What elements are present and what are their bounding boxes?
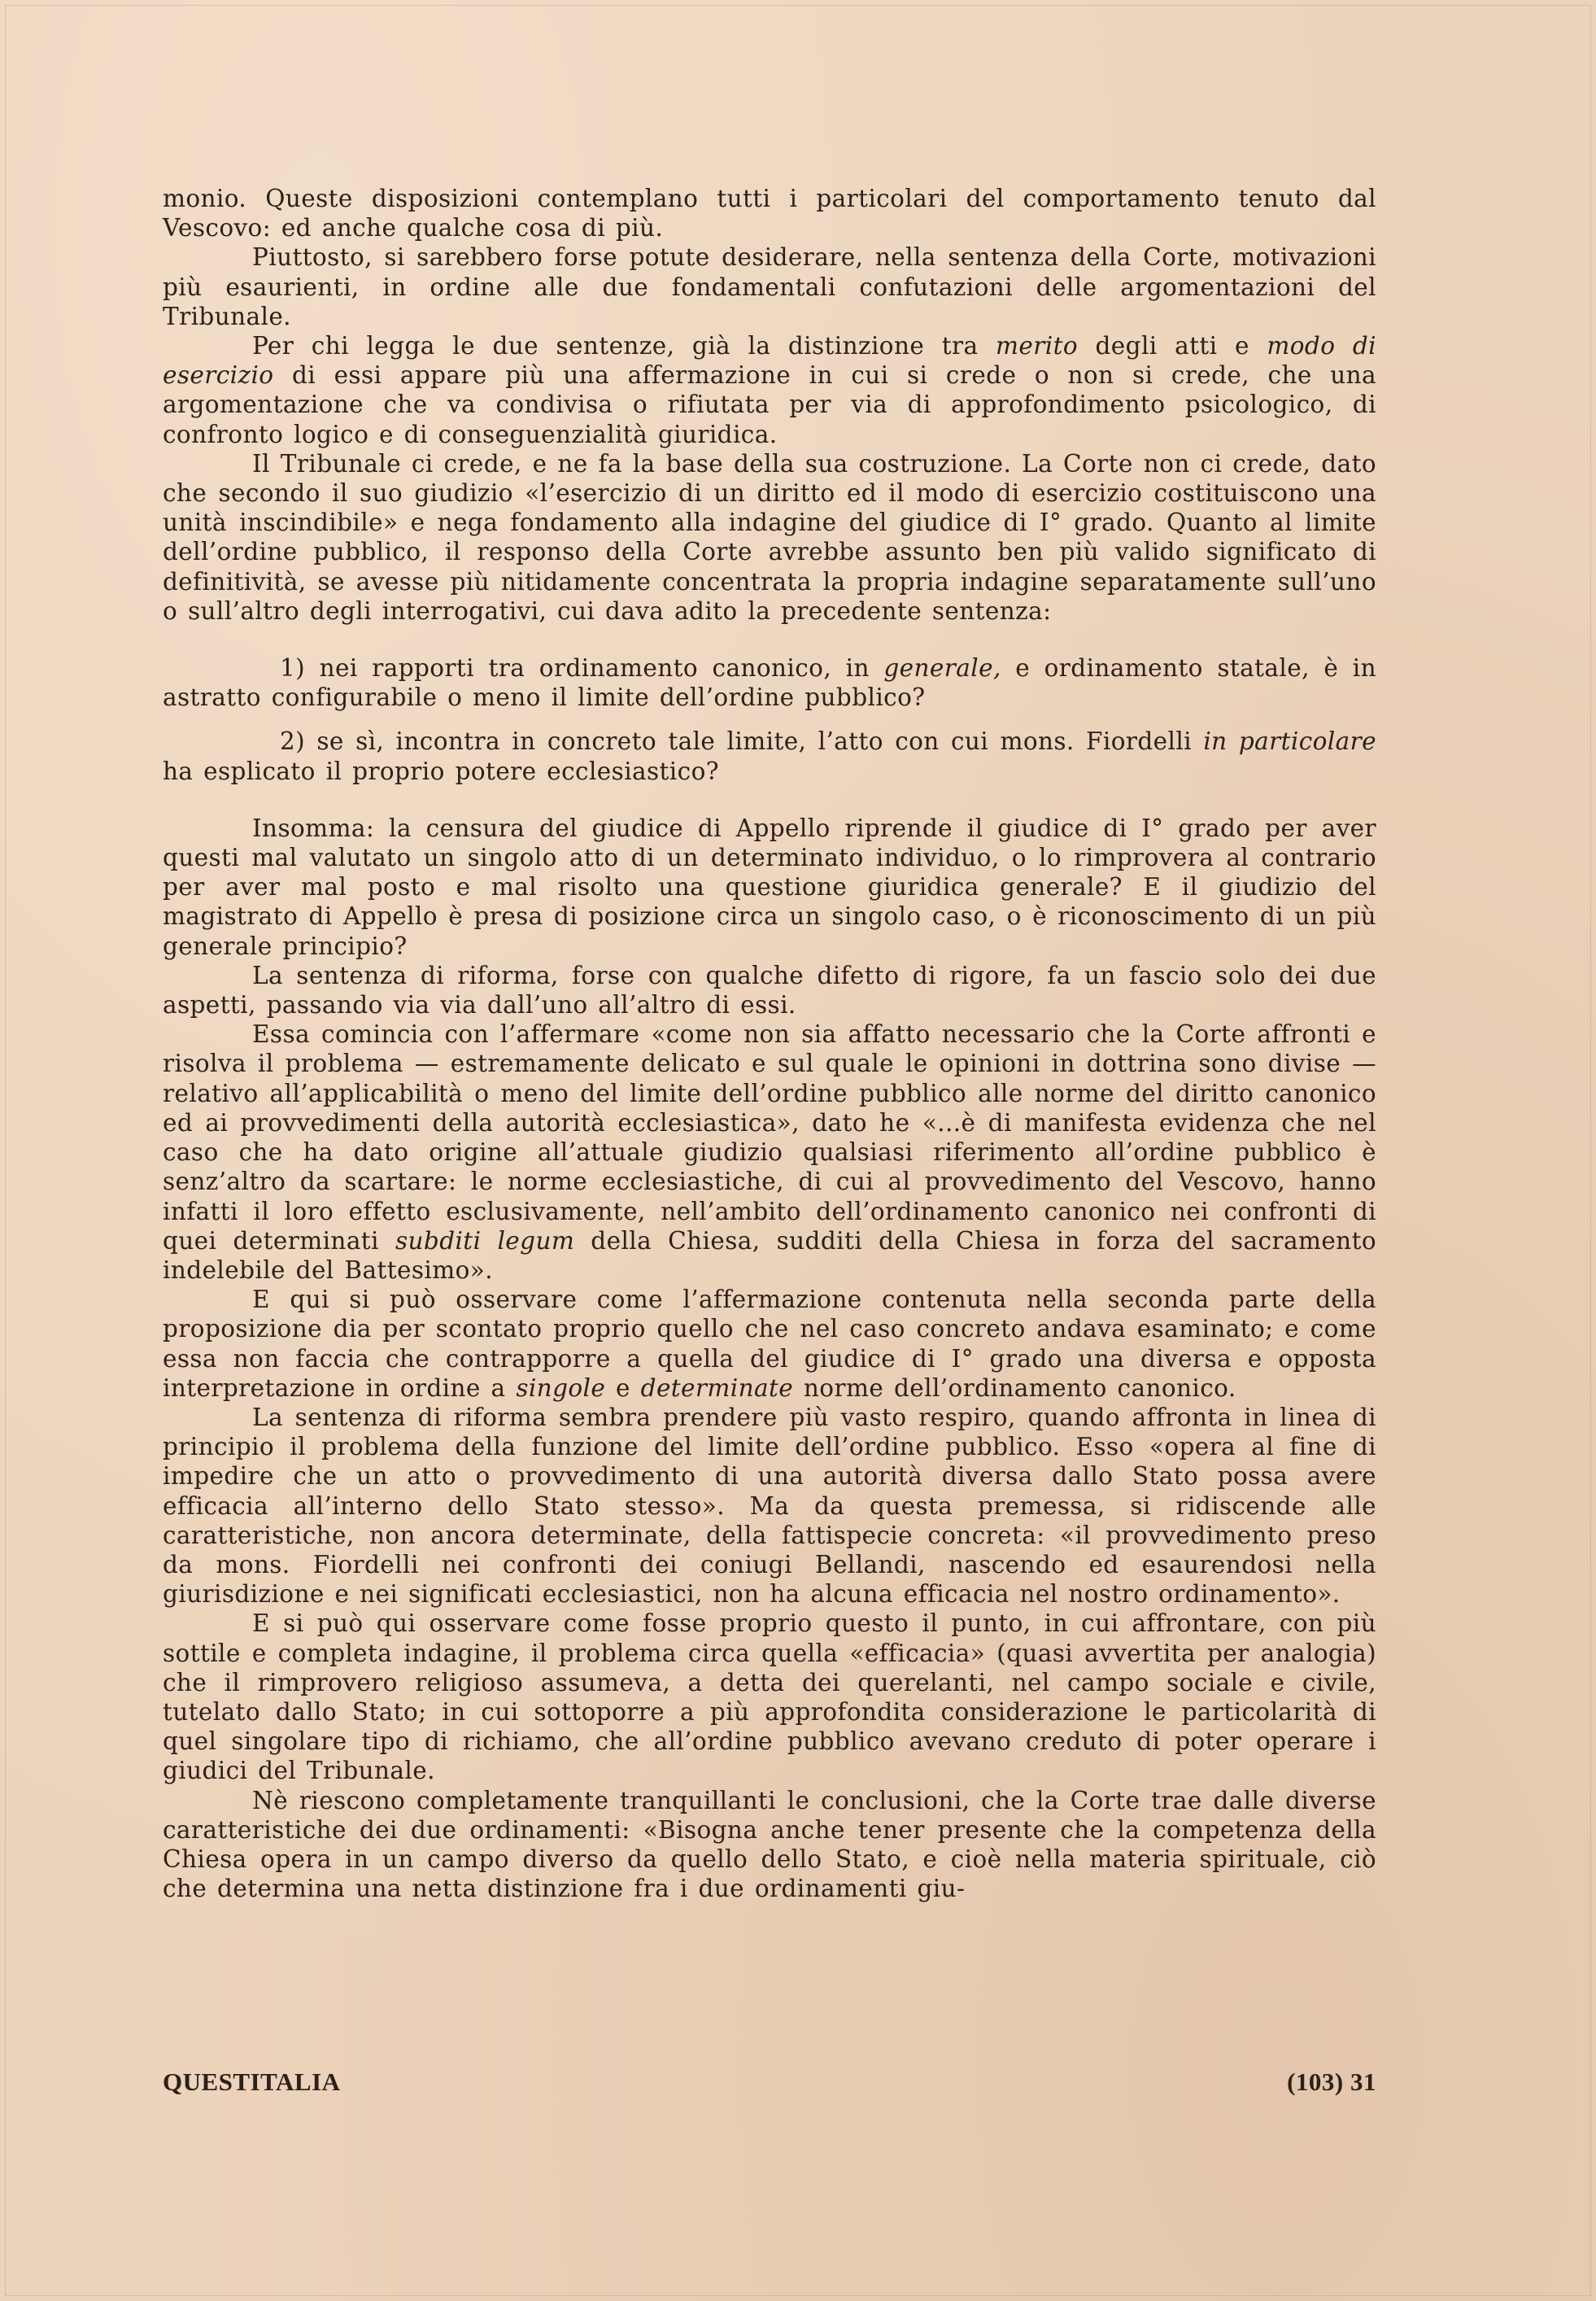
paragraph-7: Essa comincia con l’affermare «come non sia affatto necessario che la Corte affronti e risolva il problema — estremamente delicato e sul quale le opinioni in dottrina sono divise — relativo all’applicabilità o meno del limite dell’ordine pubblico alle norme del diritto canonico ed ai provvedimenti della autorità ecclesiastica», dato he «...è di manifesta evidenza che nel caso che ha dato origine all’attuale giudizio qualsiasi riferimento all’ordine pubblico è senz’altro da scartare: le norme ecclesiastiche, di cui al provvedimento del Vescovo, hanno infatti il loro effetto esclusivamente, nell’ambito dell’ordinamento canonico nei confronti di quei determinati subditi legum della Chiesa, sudditi della Chiesa in forza del sacramento indelebile del Battesimo». — [163, 1020, 1376, 1284]
paragraph-11: Nè riescono completamente tranquillanti le conclusioni, che la Corte trae dalle diverse caratteristiche dei due ordinamenti: «Bisogna anche tener presente che la competenza della Chiesa opera in un campo diverso da quello dello Stato, e cioè nella materia spirituale, ciò che determina una netta distinzione fra i due ordinamenti giu- — [163, 1786, 1376, 1903]
paragraph-10: E si può qui osservare come fosse proprio questo il punto, in cui affrontare, con più sottile e completa indagine, il problema circa quella «efficacia» (quasi avvertita per analogia) che il rimprovero religioso assumeva, a detta dei querelanti, nel campo sociale e civile, tutelato dallo Stato; in cui sottoporre a più approfondita considerazione le particolarità di quel singolare tipo di richiamo, che all’ordine pubblico avevano creduto di poter operare i giudici del Tribunale. — [163, 1609, 1376, 1785]
paragraph-1: monio. Queste disposizioni contemplano tutti i particolari del comportamento tenuto dal Vescovo: ed anche qualche cosa di più. — [163, 185, 1376, 242]
spacer — [163, 626, 1376, 653]
spacer — [163, 786, 1376, 814]
paragraph-8: E qui si può osservare come l’affermazione contenuta nella seconda parte della proposizione dia per scontato proprio quello che nel caso concreto andava esaminato; e come essa non faccia che contrapporre a quella del giudice di I° grado una diversa e opposta interpretazione in ordine a singole e determinate norme dell’ordinamento canonico. — [163, 1286, 1376, 1402]
question-1: 1) nei rapporti tra ordinamento canonico, in generale, e ordinamento statale, è in astratto configurabile o meno il limite dell’ordine pubblico? — [163, 654, 1376, 712]
italic-subditi-legum: subditi legum — [395, 1226, 575, 1255]
spacer — [163, 712, 1376, 727]
question-2: 2) se sì, incontra in concreto tale limite, l’atto con cui mons. Fiordelli in particolare ha esplicato il proprio potere ecclesiastico? — [163, 727, 1376, 785]
italic-in-particolare: in particolare — [1203, 727, 1376, 756]
page-number: (103) 31 — [1287, 2067, 1376, 2096]
italic-merito: merito — [996, 332, 1078, 360]
paragraph-2: Piuttosto, si sarebbero forse potute desiderare, nella sentenza della Corte, motivazioni più esaurienti, in ordine alle due fondamentali confutazioni delle argomentazioni del Tribunale. — [163, 243, 1376, 330]
text-run: Per chi legga le due sentenze, già la distinzione tra — [252, 332, 996, 360]
paragraph-4: Il Tribunale ci crede, e ne fa la base della sua costruzione. La Corte non ci crede, dato che secondo il suo giudizio «l’esercizio di un diritto ed il modo di esercizio costituiscono una unità inscindibile» e nega fondamento alla indagine del giudice di I° grado. Quanto al limite dell’ordine pubblico, il responso della Corte avrebbe assunto ben più valido significato di definitività, se avesse più nitidamente concentrata la propria indagine separatamente sull’uno o sull’altro degli interrogativi, cui dava adito la precedente sentenza: — [163, 449, 1376, 625]
journal-name: QUESTITALIA — [163, 2067, 341, 2096]
article-body — [163, 184, 1376, 1903]
paragraph-5: Insomma: la censura del giudice di Appello riprende il giudice di I° grado per aver questi mal valutato un singolo atto di un determinato individuo, o lo rimprovera al contrario per aver mal posto e mal risolto una questione giuridica generale? E il giudizio del magistrato di Appello è presa di posizione circa un singolo caso, o è riconoscimento di un più generale principio? — [163, 814, 1376, 960]
italic-singole: singole — [516, 1373, 606, 1402]
italic-generale: generale, — [883, 654, 1001, 683]
italic-determinate: determinate — [640, 1373, 794, 1402]
paragraph-6: La sentenza di riforma, forse con qualche difetto di rigore, fa un fascio solo dei due aspetti, passando via via dall’uno all’altro di essi. — [163, 961, 1376, 1020]
paragraph-3: Per chi legga le due sentenze, già la distinzione tra merito degli atti e modo di esercizio di essi appare più una affermazione in cui si crede o non si crede, che una argomentazione che va condivisa o rifiutata per via di approfondimento psicologico, di confronto logico e di conseguenzialità giuridica. — [163, 332, 1376, 448]
page-footer — [163, 2067, 1376, 2100]
italic-modo-di-esercizio: modo di esercizio — [163, 332, 1376, 390]
paragraph-9: La sentenza di riforma sembra prendere più vasto respiro, quando affronta in linea di principio il problema della funzione del limite dell’ordine pubblico. Esso «opera al fine di impedire che un atto o provvedimento di una autorità diversa dallo Stato possa avere efficacia all’interno dello Stato stesso». Ma da questa premessa, si ridiscende alle caratteristiche, non ancora determinate, della fattispecie concreta: «il provvedimento preso da mons. Fiordelli nei confronti dei coniugi Bellandi, nascendo ed esaurendosi nella giurisdizione e nei significati ecclesiastici, non ha alcuna efficacia nel nostro ordinamento». — [163, 1403, 1376, 1609]
